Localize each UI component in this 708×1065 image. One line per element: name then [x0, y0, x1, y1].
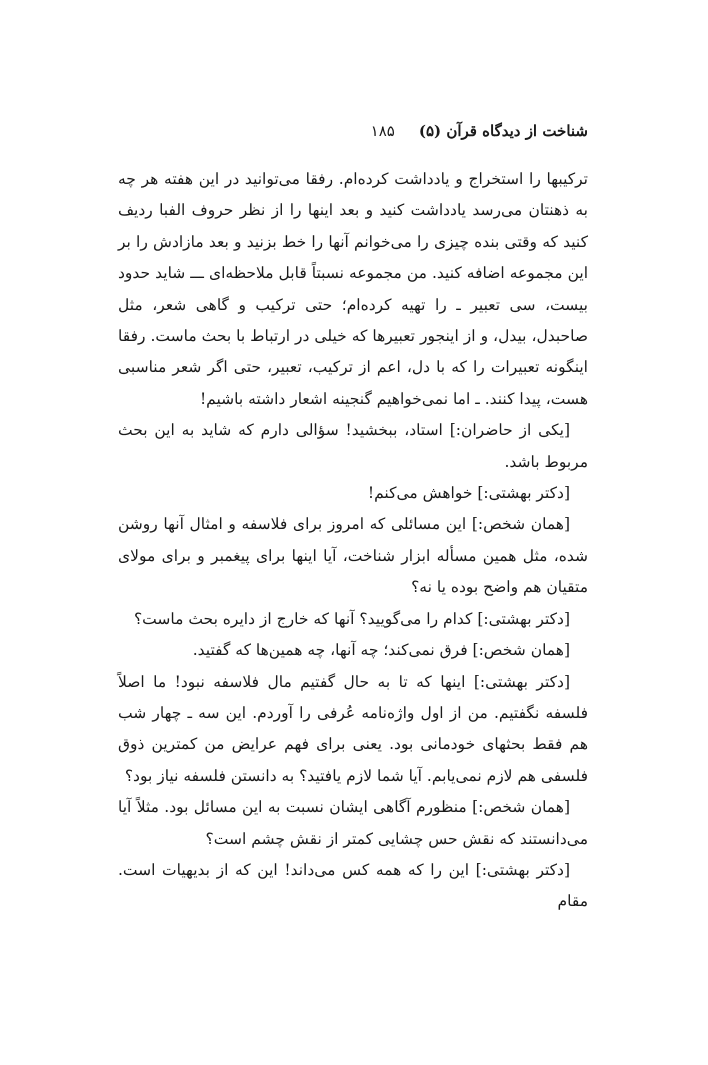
running-header [118, 118, 588, 144]
paragraph: [دکتر بهشتی:] اینها که تا به حال گفتیم مال فلاسفه نبود! ما اصلاً فلسفه نگفتیم. من از اول واژه‌نامه عُرفی را آوردم. این سه ـ چهار شب هم فقط بحثهای خودمانی بود. یعنی برای فهم عرایض من کمترین ذوق فلسفی هم لازم نمی‌یابم. آیا شما لازم یافتید؟ به دانستن فلسفه نیاز بود؟ [118, 672, 588, 785]
paragraph: [یکی از حاضران:] استاد، ببخشید! سؤالی دارم که شاید به این بحث مربوط باشد. [118, 421, 588, 471]
paragraph: [دکتر بهشتی:] این را که همه کس می‌داند! این که از بدیهیات است. مقام [118, 860, 588, 911]
paragraph: [دکتر بهشتی:] کدام را می‌گویید؟ آنها که خارج از دایره بحث ماست؟ [133, 609, 570, 628]
paragraph: [همان شخص:] فرق نمی‌کند؛ چه آنها، چه همین‌ها که گفتید. [192, 641, 570, 660]
chapter-title: شناخت از دیدگاه قرآن (۵) [418, 122, 588, 140]
paragraph: [همان شخص:] منظورم آگاهی ایشان نسبت به این مسائل بود. مثلاً آیا می‌دانستند که نقش حس چشایی کمتر از نقش چشم است؟ [118, 798, 588, 848]
page-number: ۱۸۵ [370, 122, 395, 140]
paragraph: [دکتر بهشتی:] خواهش می‌کنم! [367, 484, 570, 503]
paragraph: ترکیبها را استخراج و یادداشت کرده‌ام. رفقا می‌توانید در این هفته هر چه به ذهنتان می‌رسد یادداشت کنید و بعد اینها را از نظر حروف الفبا ردیف کنید که وقتی بنده چیزی را می‌خوانم آنها را خط بزنید و بعد مازادش را بر این مجموعه اضافه کنید. من مجموعه نسبتاً قابل ملاحظه‌ای ـــ شاید حدود بیست، سی تعبیر ـ را تهیه کرده‌ام؛ حتی ترکیب و گاهی شعر، مثل صاحبدل، بیدل، و از اینجور تعبیرها که خیلی در ارتباط با بحث ماست. رفقا اینگونه تعبیرات را که با دل، اعم از ترکیب، تعبیر، حتی اگر شعر مناسبی هست، پیدا کنند. ـ اما نمی‌خواهیم گنجینه اشعار داشته باشیم! [118, 170, 588, 408]
paragraph: [همان شخص:] این مسائلی که امروز برای فلاسفه و امثال آنها روشن شده، مثل همین مسأله ابزار شناخت، آیا اینها برای پیغمبر و برای مولای متقیان هم واضح بوده یا نه؟ [118, 515, 588, 597]
body-text [118, 164, 588, 918]
